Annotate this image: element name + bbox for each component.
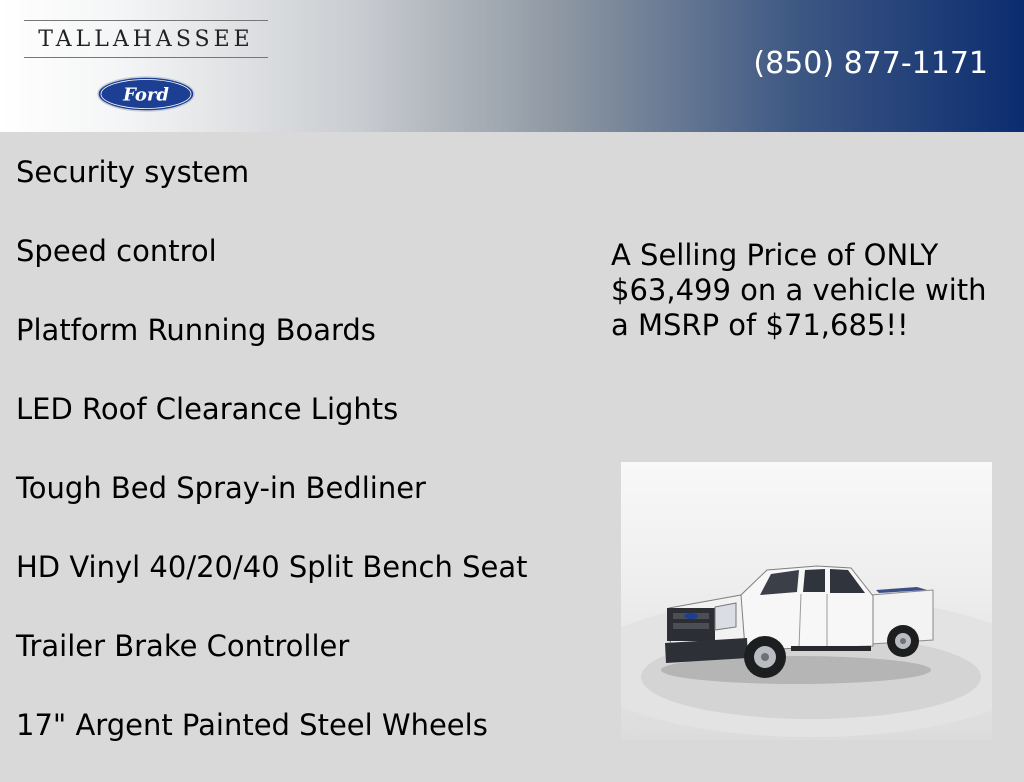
white-pickup-truck-icon: [621, 462, 992, 740]
feature-item: Trailer Brake Controller: [16, 629, 350, 663]
header-banner: [0, 0, 1024, 132]
feature-item: 17" Argent Painted Steel Wheels: [16, 708, 488, 742]
dealer-name: TALLAHASSEE: [38, 27, 254, 52]
features-list: [16, 150, 527, 782]
dealer-logo[interactable]: [24, 20, 268, 58]
ford-logo-text: Ford: [123, 84, 169, 106]
feature-item: Speed control: [16, 234, 217, 268]
logo-rule-bottom: [24, 57, 268, 58]
ford-oval-logo[interactable]: [97, 76, 195, 112]
feature-item: Security system: [16, 155, 250, 189]
promo-price-text: A Selling Price of ONLY $63,499 on a vehicle with a MSRP of $71,685!!: [611, 238, 987, 342]
truck-photo[interactable]: [621, 462, 992, 740]
feature-item: Platform Running Boards: [16, 313, 376, 347]
feature-item: LED Roof Clearance Lights: [16, 392, 399, 426]
phone-number-link[interactable]: (850) 877-1171: [753, 46, 988, 81]
feature-item: HD Vinyl 40/20/40 Split Bench Seat: [16, 550, 528, 584]
feature-item: Tough Bed Spray-in Bedliner: [16, 471, 426, 505]
